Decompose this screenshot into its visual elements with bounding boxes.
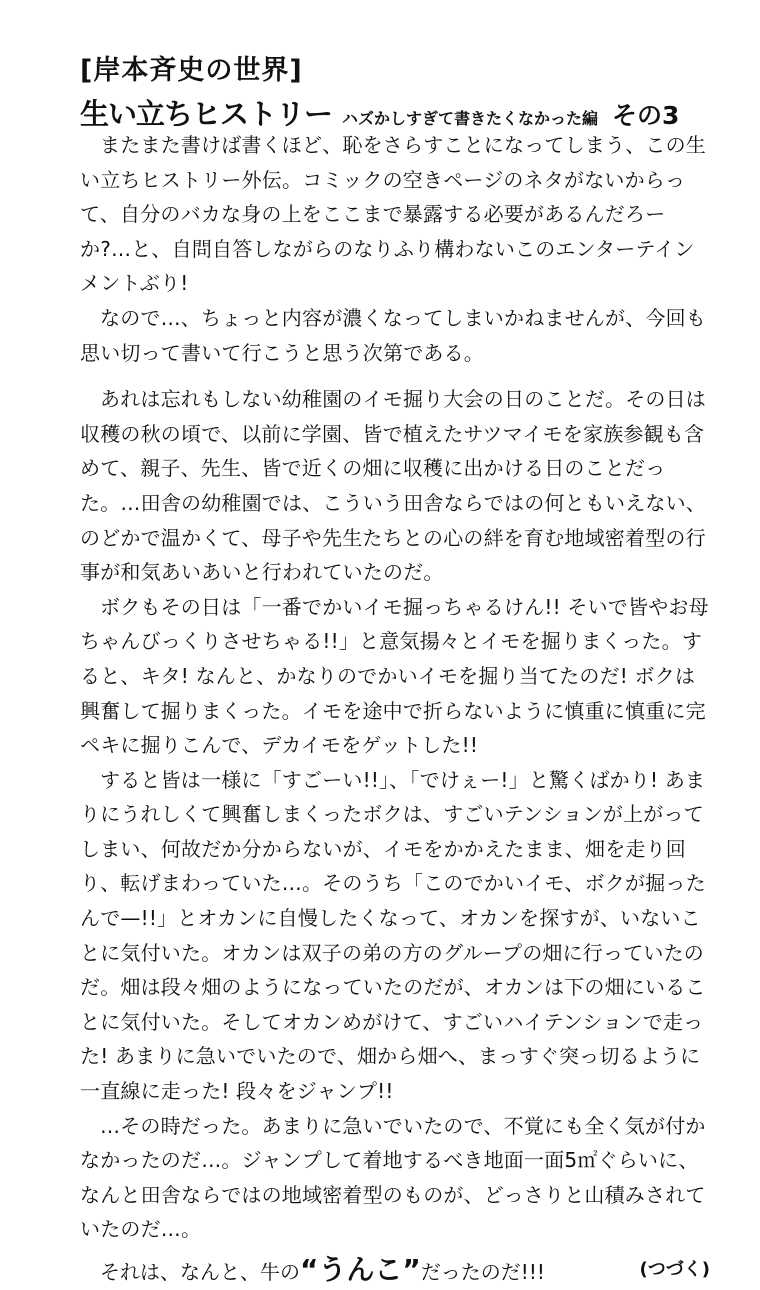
paragraph-landing: …その時だった。あまりに急いでいたので、不覚にも全く気が付かなかったのだ…。ジャンプして着地するべき地面一面5㎡ぐらいに、なんと田舎ならではの地域密着型のものが、どっさりと山積みされていたのだ…。	[80, 1113, 706, 1242]
headline-row	[80, 92, 730, 133]
paragraph-digging: ボクもその日は「一番でかいイモ掘っちゃるけん!! そいで皆やお母ちゃんびっくりさせちゃる!!」と意気揚々とイモを掘りまくった。すると、キタ! なんと、かなりのでかいイモを掘り当てたのだ! ボクは興奮して掘りまくった。イモを途中で折らないように慎重に慎重に完ペキに掘りこんで、デカイモをゲットした!!	[80, 594, 709, 758]
paragraph-event: あれは忘れもしない幼稚園のイモ掘り大会の日のことだ。その日は収穫の秋の頃で、以前に学園、皆で植えたサツマイモを家族参観も含めて、親子、先生、皆で近くの畑に収穫に出かける日のことだった。…田舎の幼稚園では、こういう田舎ならではの何ともいえない、のどかで温かくて、母子や先生たちとの心の絆を育む地域密着型の行事が和気あいあいと行われていたのだ。	[80, 387, 706, 585]
paragraph-running: すると皆は一様に「すごーい!!」、「でけぇー!」と驚くばかり! あまりにうれしくて興奮しまくったボクは、すごいテンションが上がってしまい、何故だか分からないが、イモをかかえたまま、畑を走り回り、転げまわっていた…。そのうち「このでかいイモ、ボクが掘ったんで—!!」とオカンに自慢したくなって、オカンを探すが、いないことに気付いた。オカンは双子の弟の方のグループの畑に行っていたのだ。畑は段々畑のようになっていたのだが、オカンは下の畑にいることに気付いた。そしてオカンめがけて、すごいハイテンションで走った! あまりに急いでいたので、畑から畑へ、まっすぐ突っ切るように一直線に走った! 段々をジャンプ!!	[80, 767, 706, 1104]
closing-text-after: だったのだ!!!	[420, 1260, 545, 1284]
closing-emphasis: “うんこ”	[300, 1253, 421, 1286]
headline-subtitle: ハズかしすぎて書きたくなかった編	[342, 109, 599, 128]
closing-line	[80, 1253, 710, 1290]
paragraph-intro: またまた書けば書くほど、恥をさらすことになってしまう、この生い立ちヒストリー外伝。コミックの空きページのネタがないからって、自分のバカな身の上をここまで暴露する必要があるんだろーか?…と、自問自答しながらのなりふり構わないこのエンターテインメントぶり!	[80, 133, 706, 296]
paragraph-intro-2: なので…、ちょっと内容が濃くなってしまいかねませんが、今回も思い切って書いて行こうと思う次第である。	[80, 305, 706, 365]
headline-title: 生い立ちヒストリー	[80, 97, 333, 131]
closing-text-before: それは、なんと、牛の	[100, 1260, 300, 1284]
essay-body	[80, 128, 710, 1290]
series-title: [岸本斉史の世界]	[80, 55, 303, 86]
headline-part-number: その3	[612, 101, 680, 130]
continued-label: (つづく)	[639, 1259, 710, 1280]
